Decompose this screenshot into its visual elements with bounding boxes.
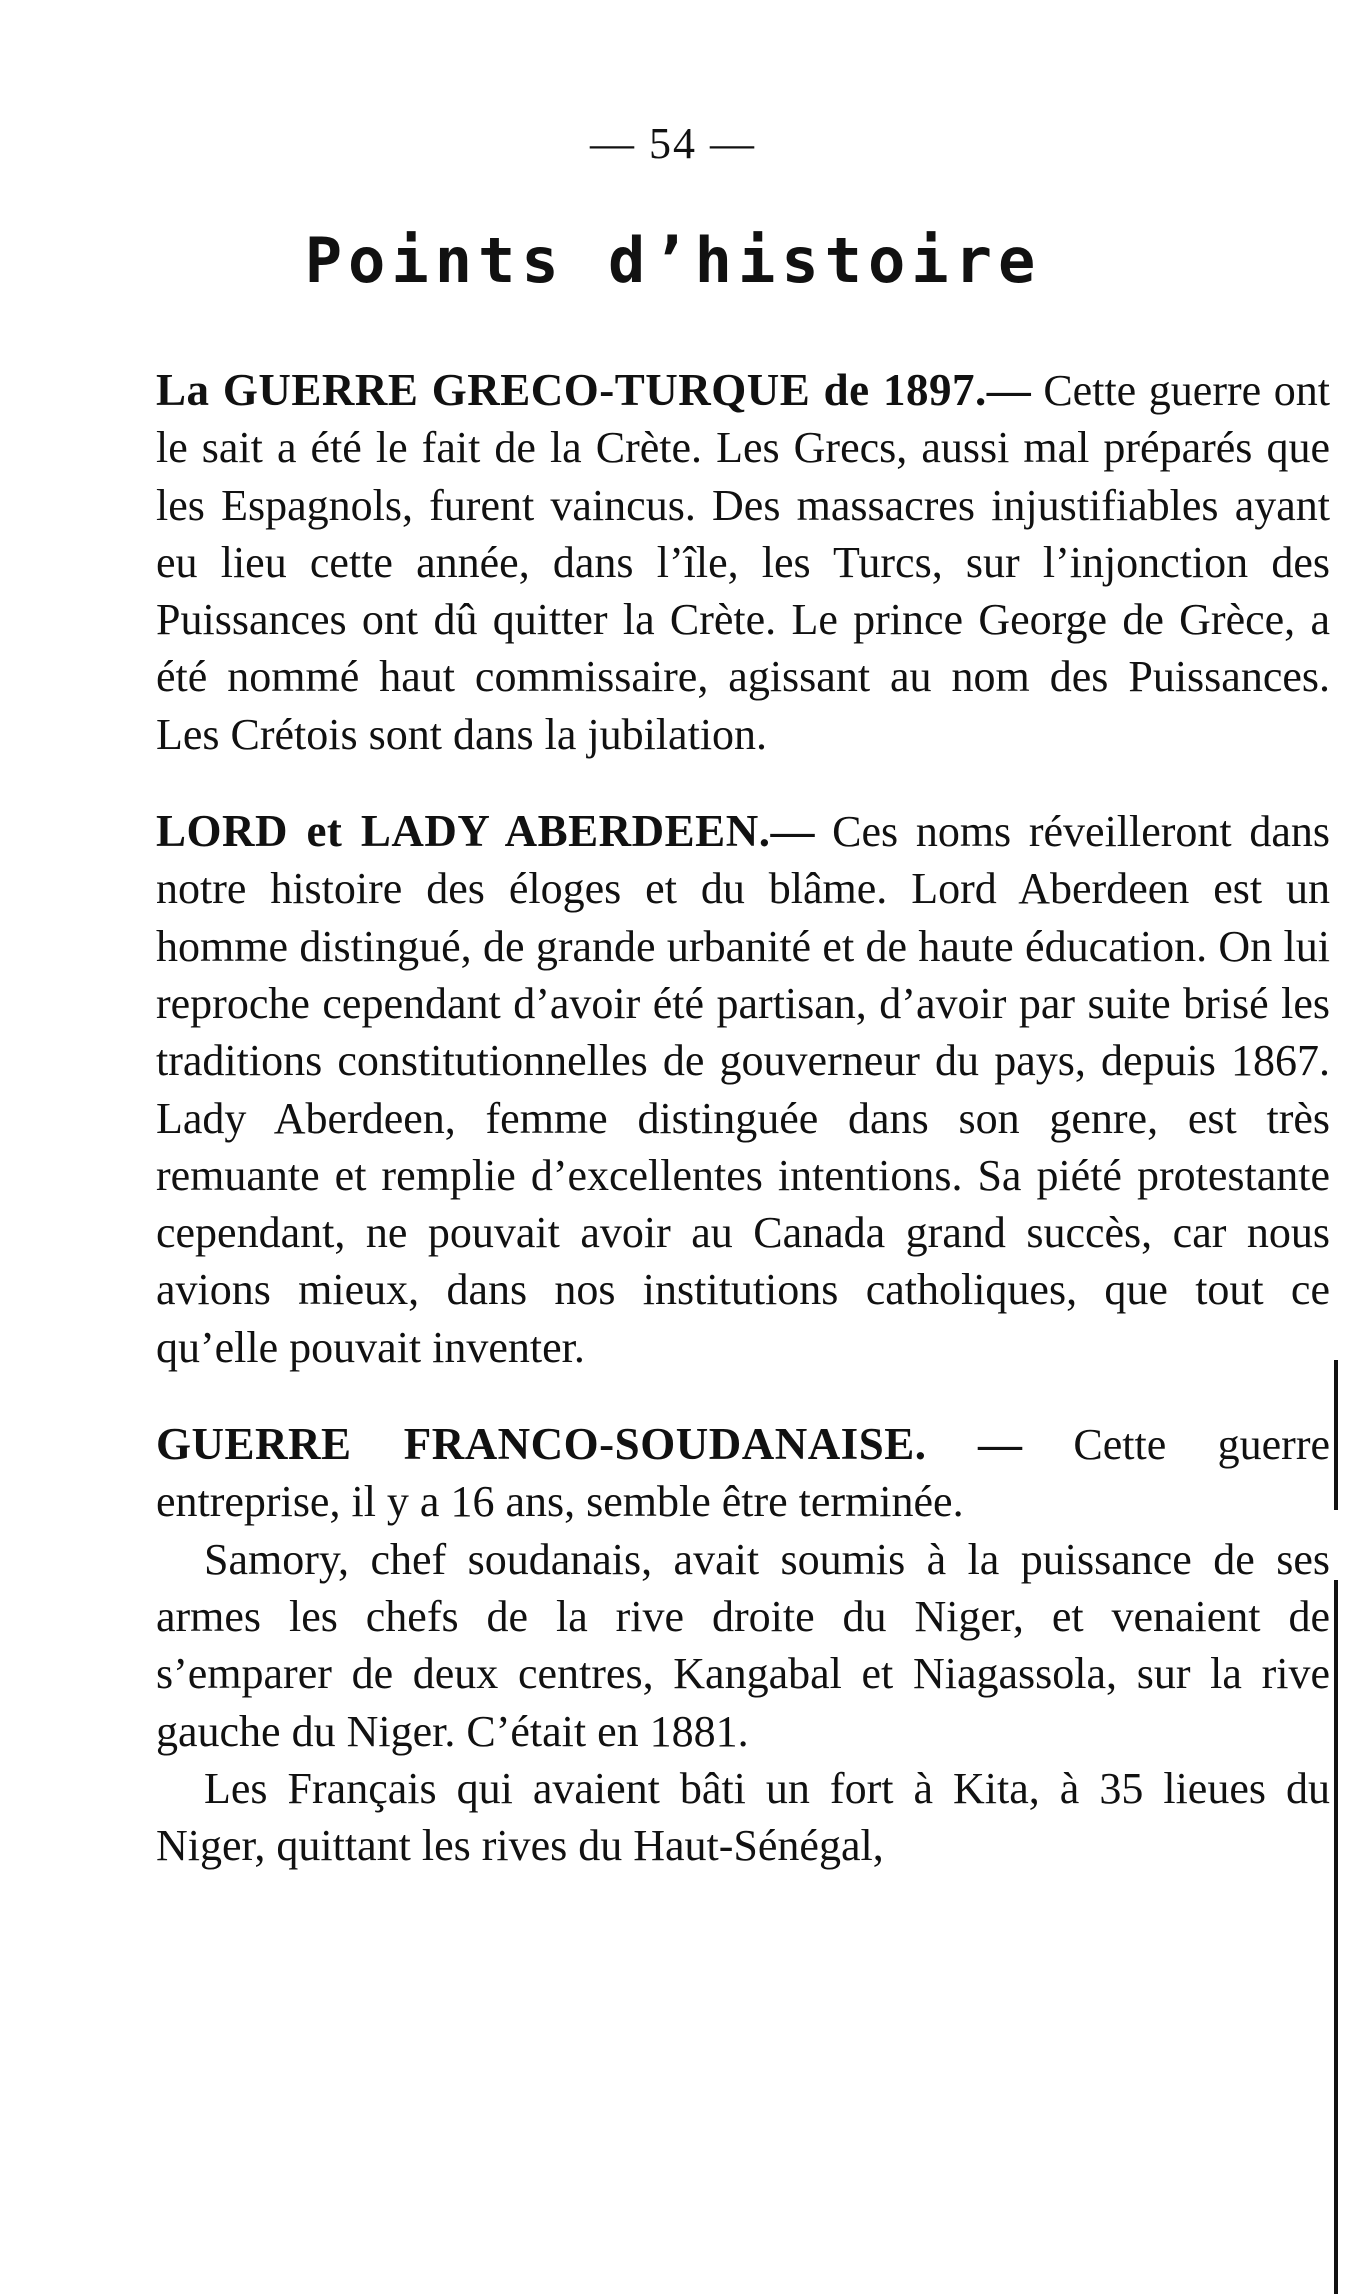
- section-body: Cette guerre ont le sait a été le fait de la Crète. Les Grecs, aussi mal préparés que les Espagnols, furent vaincus. Des massacres injustifiables ayant eu lieu cette année, dans l’île, les Turcs, sur l’injonction des Puissances ont dû quitter la Crète. Le prince George de Grèce, a été nommé haut commissaire, agissant au nom des Puissances. Les Crétois sont dans la jubilation.: [156, 366, 1330, 759]
- scan-edge-line: [1334, 1580, 1338, 2294]
- heading-dash: —: [770, 807, 815, 857]
- page-title: Points d’histoire: [304, 224, 1042, 297]
- page-number: — 54 —: [590, 119, 756, 168]
- paragraph-samory: Samory, chef soudanais, avait soumis à la puissance de ses armes les chefs de la rive droite du Niger, et venaient de s’emparer de deux centres, Kangabal et Niagassola, sur la rive gauche du Niger. C’était en 1881.: [156, 1534, 1330, 1756]
- section-franco-soudanaise: [156, 1416, 1330, 1531]
- section-body: Ces noms réveilleront dans notre histoire des éloges et du blâme. Lord Aberdeen est un homme distingué, de grande urbanité et de haute éducation. On lui reproche cependant d’avoir été partisan, d’avoir par suite brisé les traditions constitutionnelles de gouverneur du pays, depuis 1867. Lady Aberdeen, femme distinguée dans son genre, est très remuante et remplie d’excellentes intentions. Sa piété protestante cependant, ne pouvait avoir au Canada grand succès, car nous avions mieux, dans nos institutions catholiques, que tout ce qu’elle pouvait inventer.: [156, 807, 1331, 1372]
- heading-dash: —: [977, 1420, 1022, 1470]
- section-heading: GUERRE FRANCO-SOUDANAISE.: [156, 1419, 927, 1470]
- section-body: Cette guerre entreprise, il y a 16 ans, semble être terminée.: [156, 1420, 1331, 1527]
- section-aberdeen: [156, 803, 1330, 1376]
- scan-edge-line: [1334, 1360, 1338, 1510]
- section-heading: La GUERRE GRECO-TURQUE de 1897.: [156, 365, 987, 415]
- section-heading: LORD et LADY ABERDEEN.: [156, 806, 771, 857]
- heading-dash: —: [986, 366, 1031, 415]
- section-spacer: [156, 763, 1330, 803]
- section-spacer: [156, 1376, 1330, 1416]
- paragraph-francais: Les Français qui avaient bâti un fort à Kita, à 35 lieues du Niger, quittant les rives du Haut-Sénégal,: [156, 1763, 1330, 1871]
- section-greco-turque: [156, 362, 1330, 763]
- page-content: [156, 362, 1330, 1874]
